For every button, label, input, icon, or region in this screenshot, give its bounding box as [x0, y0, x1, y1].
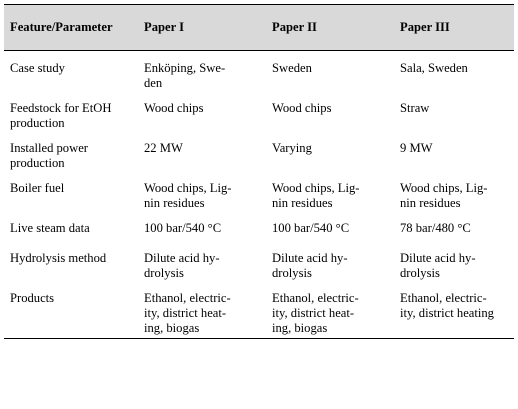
comparison-table — [4, 4, 514, 339]
row-label: Products — [4, 291, 138, 339]
row-label: Case study — [10, 61, 65, 75]
table-cell: Dilute acid hy- drolysis — [272, 251, 348, 280]
row-label: Feedstock for EtOH production — [10, 101, 112, 130]
table-cell: Dilute acid hy- drolysis — [144, 251, 220, 280]
table-cell: Ethanol, electric- ity, district heat- ing, biogas — [266, 291, 394, 339]
table-cell: Straw — [400, 101, 430, 115]
table-row — [4, 101, 514, 141]
row-label: Hydrolysis method — [10, 251, 107, 265]
table-cell: 9 MW — [400, 141, 433, 155]
table-row — [4, 291, 514, 339]
table-cell: 78 bar/480 °C — [400, 221, 471, 235]
table-body — [4, 51, 514, 339]
table-cell: Wood chips — [272, 101, 332, 115]
table-header — [4, 5, 514, 51]
table-cell: Sala, Sweden — [400, 61, 468, 75]
header-paper-1: Paper I — [138, 5, 266, 51]
table-row — [4, 251, 514, 291]
header-row — [4, 5, 514, 51]
row-label: Installed power production — [10, 141, 88, 170]
header-paper-3: Paper III — [394, 5, 514, 51]
table-cell: 100 bar/540 °C — [144, 221, 222, 235]
table-cell: Wood chips, Lig- nin residues — [272, 181, 360, 210]
comparison-table-container — [4, 4, 514, 339]
table-row — [4, 181, 514, 221]
row-label: Live steam data — [10, 221, 90, 235]
table-row — [4, 51, 514, 102]
table-cell: Wood chips, Lig- nin residues — [144, 181, 232, 210]
table-cell: Sweden — [272, 61, 312, 75]
table-row — [4, 221, 514, 251]
table-cell: Wood chips, Lig- nin residues — [400, 181, 488, 210]
table-cell: 22 MW — [144, 141, 183, 155]
table-cell: Ethanol, electric- ity, district heat- ing, biogas — [138, 291, 266, 339]
table-row — [4, 141, 514, 181]
header-paper-2: Paper II — [266, 5, 394, 51]
table-cell: Ethanol, electric- ity, district heating — [394, 291, 514, 339]
header-feature-parameter: Feature/Parameter — [4, 5, 138, 51]
table-cell: Dilute acid hy- drolysis — [400, 251, 476, 280]
table-cell: 100 bar/540 °C — [272, 221, 350, 235]
table-cell: Enköping, Swe- den — [144, 61, 226, 90]
row-label: Boiler fuel — [10, 181, 65, 195]
table-cell: Varying — [272, 141, 312, 155]
table-cell: Wood chips — [144, 101, 204, 115]
